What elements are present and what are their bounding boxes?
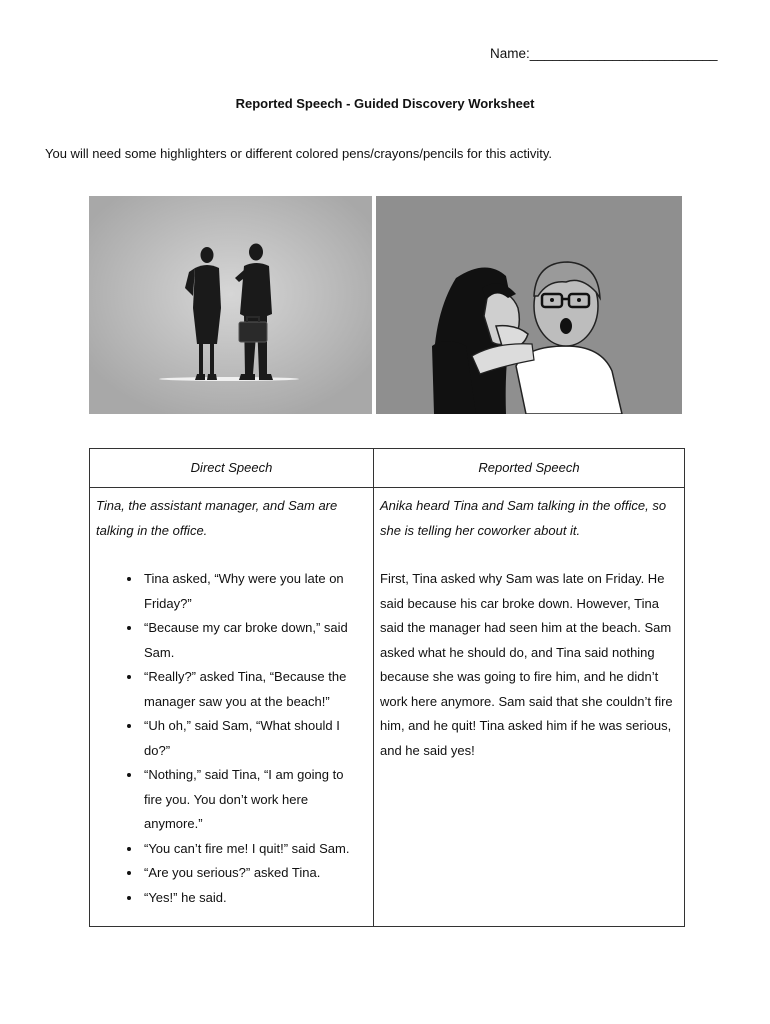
instructions-text: You will need some highlighters or different colored pens/crayons/pencils for this activity. [45, 146, 553, 161]
dialogue-line: • Tina asked, “Why were you late on Friday?” [142, 567, 365, 616]
whispering-illustration [376, 196, 682, 414]
direct-intro: Tina, the assistant manager, and Sam are talking in the office. [96, 498, 338, 538]
dialogue-line: • “Because my car broke down,” said Sam. [142, 616, 365, 665]
dialogue-line: • “Nothing,” said Tina, “I am going to fire you. You don’t work here anymore.” [142, 763, 365, 837]
business-people-illustration [89, 196, 372, 414]
dialogue-line: • “Really?” asked Tina, “Because the manager saw you at the beach!” [142, 665, 365, 714]
reported-paragraph: First, Tina asked why Sam was late on Friday. He said because his car broke down. However, Tina said the manager had seen him at the beach. Sam asked what he should do, and Tina said nothing because she was going to fire him, and he didn’t work here anymore. Sam said that she couldn’t fire him, and he quit! Tina asked him if he was serious, and he said yes! [380, 571, 673, 758]
header-direct-speech: Direct Speech [90, 449, 374, 488]
dialogue-line: • “You can’t fire me! I quit!” said Sam. [142, 837, 365, 862]
dialogue-line: • “Uh oh,” said Sam, “What should I do?” [142, 714, 365, 763]
reported-intro: Anika heard Tina and Sam talking in the office, so she is telling her coworker about it. [380, 498, 667, 538]
direct-speech-cell [90, 488, 374, 927]
page-title: Reported Speech - Guided Discovery Worksheet [235, 96, 535, 111]
dialogue-line: • “Are you serious?” asked Tina. [142, 861, 365, 886]
name-field: Name:_________________________ [490, 46, 718, 61]
dialogue-line: • “Yes!” he said. [142, 886, 365, 911]
dialogue-list [96, 567, 365, 910]
header-reported-speech: Reported Speech [374, 449, 685, 488]
reported-speech-cell [374, 488, 685, 927]
speech-comparison-table [89, 448, 685, 927]
